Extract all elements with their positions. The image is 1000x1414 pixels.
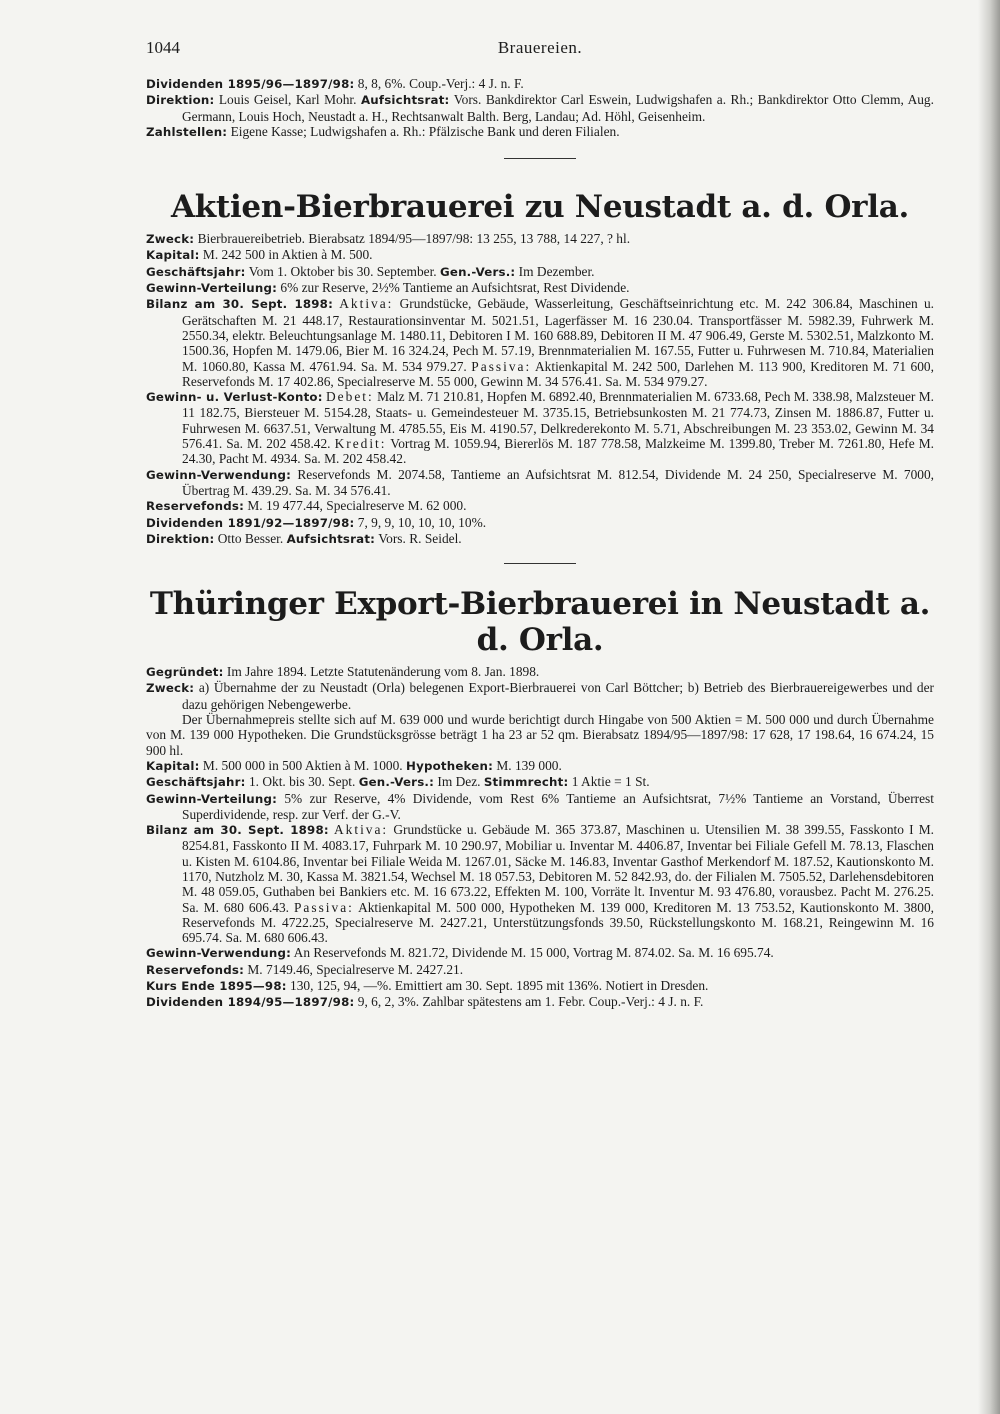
genvers-text: Im Dez. (434, 774, 484, 790)
section-title: Thüringer Export-Bierbrauerei in Neustadt a. d. Orla. (149, 586, 931, 659)
bilanz-aktiva-text: Grundstücke, Gebäude, Wasserleitung, Geschäftseinrichtung etc. M. 242 306.84, Maschinen u. Gerätschaften M. 21 448.17, Restaurationsinventar M. 5021.51, Lagerfässer M. 16 230.04. Transportfässer M. 5982.39, Fuhrwerk M. 2550.34, elektr. Beleuchtungsanlage M. 1480.11, Debitoren I M. 160 688.89, Debitoren II M. 47 906.49, Gerste M. 5302.51, Malzkonto M. 1500.36, Hopfen M. 1479.06, Bier M. 16 324.24, Pech M. 57.19, Brennmaterialien M. 167.55, Futter u. Fuhrwesen M. 710.84, Materialien M. 1060.80, Kassa M. 4761.94. Sa. M. 534 979.27. (182, 296, 935, 374)
stimmrecht-text: 1 Aktie = 1 St. (568, 774, 650, 790)
kapital-line (146, 758, 934, 774)
gegruendet-text: Im Jahre 1894. Letzte Statutenänderung vom 8. Jan. 1898. (223, 664, 540, 680)
gewinnverteilung-label: Gewinn-Verteilung: (146, 791, 278, 806)
stimmrecht-label: Stimmrecht: (483, 775, 569, 790)
dividenden-text: 9, 6, 2, 3%. Zahlbar spätestens am 1. Febr. Coup.-Verj.: 4 J. n. F. (354, 994, 704, 1010)
zahlstellen-text: Eigene Kasse; Ludwigshafen a. Rh.: Pfälzische Bank und deren Filialen. (227, 123, 620, 139)
section-separator (504, 158, 576, 159)
gewinnverteilung-line (146, 280, 934, 296)
reservefonds-label: Reservefonds: (146, 962, 245, 977)
zweck-line (146, 231, 934, 247)
guv-debet-text: Malz M. 71 210.81, Hopfen M. 6892.40, Brennmaterialien M. 6733.68, Pech M. 338.98, Malzsteuer M. 11 182.75, Biersteuer M. 5154.28, Staats- u. Gemeindesteuer M. 3735.15, Betriebsunkosten M. 21 774.73, Zinsen M. 1886.87, Futter u. Fuhrwesen M. 6637.51, Verwaltung M. 4785.55, Eis M. 4190.57, Delkrederekonto M. 5.71, Abschreibungen M. 23 353.02, Gewinn M. 34 576.41. Sa. M. 202 458.42. (182, 389, 934, 452)
gewinnverteilung-line (146, 791, 934, 823)
aufsichtsrat-text: Vors. Bankdirektor Carl Eswein, Ludwigshafen a. Rh.; Bankdirektor Otto Clemm, Aug. Germann, Louis Hoch, Neustadt a. H., Rechtsanwalt Balth. Berg, Landau; Ad. Höhl, Geisenheim. (182, 92, 934, 124)
bilanz-label: Bilanz am 30. Sept. 1898: (146, 823, 329, 838)
aktiva-word: Aktiva: (339, 296, 394, 312)
geschaeftsjahr-line (146, 774, 934, 790)
kapital-text: M. 500 000 in 500 Aktien à M. 1000. (199, 757, 406, 773)
dividenden-text: 8, 8, 6%. Coup.-Verj.: 4 J. n. F. (354, 76, 524, 91)
direktion-line (146, 92, 934, 124)
page-header (146, 38, 934, 66)
gegruendet-label: Gegründet: (146, 665, 224, 680)
geschaeftsjahr-line (146, 264, 934, 280)
direktion-label: Direktion: (146, 93, 215, 108)
genvers-text: Im Dezember. (515, 263, 595, 279)
dividenden-line (146, 515, 934, 531)
kapital-label: Kapital: (146, 758, 200, 773)
geschaeftsjahr-text: Vom 1. Oktober bis 30. September. (245, 263, 440, 279)
gewinnverteilung-label: Gewinn-Verteilung: (146, 281, 278, 296)
bilanz-paragraph (146, 296, 934, 389)
kredit-word: Kredit: (334, 436, 387, 452)
bilanz-passiva-text: Aktienkapital M. 242 500, Darlehen M. 113 900, Kreditoren M. 71 600, Reservefonds M. 17 402.86, Specialreserve M. 55 000, Gewinn M. 34 576.41. Sa. M. 534 979.27. (182, 358, 934, 389)
passiva-word: Passiva: (293, 899, 354, 915)
dividenden-label: Dividenden 1891/92—1897/98: (146, 515, 355, 530)
bilanz-aktiva-text: Grundstücke u. Gebäude M. 365 373.87, Maschinen u. Utensilien M. 38 399.55, Fasskonto I M. 8254.81, Fasskonto II M. 4083.17, Fuhrpark M. 10 290.97, Mobiliar u. Inventar M. 4406.87, Inventar bei Filiale Gefell M. 78.13, Flaschen u. Kisten M. 6104.86, Inventar bei Filiale Weida M. 1267.01, Säcke M. 146.83, Inventar Gasthof Merkendorf M. 187.52, Kautionskonto M. 1170, Nutzholz M. 30, Kassa M. 3821.54, Wechsel M. 18 057.53, Debitoren M. 52 842.93, do. der Filialen M. 7505.52, Darlehensdebitoren M. 48 059.05, Guthaben bei Bankiers etc. M. 16 673.22, Effekten M. 100, Vorräte lt. Inventur M. 93 476.80, vorausbez. Pacht M. 276.25. Sa. M. 680 606.43. (182, 822, 934, 915)
guv-label: Gewinn- u. Verlust-Konto: (146, 390, 323, 405)
direktion-text: Louis Geisel, Karl Mohr. (214, 92, 361, 108)
kapital-line (146, 247, 934, 263)
bilanz-paragraph (146, 822, 934, 945)
passiva-word: Passiva: (471, 358, 532, 374)
reservefonds-line (146, 962, 934, 978)
gewinnverwendung-text: Reservefonds M. 2074.58, Tantieme an Aufsichtsrat M. 812.54, Dividende M. 24 250, Specialreserve M. 7000, Übertrag M. 439.29. Sa. M. 34 576.41. (182, 466, 934, 498)
section-title: Aktien-Bierbrauerei zu Neustadt a. d. Orla. (171, 189, 909, 226)
genvers-label: Gen.-Vers.: (358, 775, 435, 790)
reservefonds-text: M. 7149.46, Specialreserve M. 2427.21. (244, 961, 464, 977)
bilanz-label: Bilanz am 30. Sept. 1898: (146, 297, 333, 312)
guv-paragraph (146, 389, 934, 466)
zweck-label: Zweck: (146, 681, 195, 696)
direktion-text: Otto Besser. (214, 530, 287, 546)
geschaeftsjahr-text: 1. Okt. bis 30. Sept. (245, 774, 359, 790)
gewinnverwendung-line (146, 467, 934, 499)
gegruendet-line (146, 664, 934, 680)
aufsichtsrat-label: Aufsichtsrat: (360, 93, 450, 108)
aktiva-word: Aktiva: (333, 822, 389, 838)
hypotheken-label: Hypotheken: (406, 758, 493, 773)
gewinnverwendung-label: Gewinn-Verwendung: (146, 946, 292, 961)
page-number: 1044 (146, 38, 180, 57)
zweck-paragraph: Der Übernahmepreis stellte sich auf M. 639 000 und wurde berichtigt durch Hingabe von 500 Aktien = M. 500 000 und durch Übernahme von M. 139 000 Hypotheken. Die Grundstücksgrösse beträgt 1 ha 23 ar 52 qm. Bierabsatz 1894/95—1897/98: 17 628, 17 198.64, 16 674.24, 15 900 hl. (146, 712, 934, 758)
gewinnverwendung-line (146, 945, 934, 961)
reservefonds-text: M. 19 477.44, Specialreserve M. 62 000. (244, 498, 467, 514)
zahlstellen-line (146, 124, 934, 140)
dividenden-line (146, 76, 934, 92)
zweck-label: Zweck: (146, 232, 195, 247)
genvers-label: Gen.-Vers.: (440, 264, 516, 279)
aufsichtsrat-text: Vors. R. Seidel. (375, 530, 462, 546)
kurs-line (146, 978, 934, 994)
geschaeftsjahr-label: Geschäftsjahr: (146, 775, 246, 790)
hypotheken-text: M. 139 000. (493, 757, 562, 773)
section-separator (504, 563, 576, 564)
debet-word: Debet: (326, 389, 374, 405)
guv-kredit-text: Vortrag M. 1059.94, Biererlös M. 187 778.58, Malzkeime M. 1399.80, Treber M. 7261.80, Hefe M. 24.30, Pacht M. 4934. Sa. M. 202 458.42. (182, 436, 934, 467)
company-entry-thueringer-export (146, 664, 934, 1011)
page-edge-shadow (978, 0, 1000, 1414)
company-entry-aktien-bierbrauerei (146, 231, 934, 547)
kapital-label: Kapital: (146, 248, 200, 263)
running-title: Brauereien. (497, 38, 583, 57)
reservefonds-line (146, 498, 934, 514)
bilanz-passiva-text: Aktienkapital M. 500 000, Hypotheken M. 139 000, Kreditoren M. 13 753.52, Kautionskonto M. 3800, Reservefonds M. 4722.25, Specialreserve M. 2427.21, Unterstützungsfonds 39.50, Rückstellungskonto M. 168.21, Reingewinn M. 16 695.74. Sa. M. 680 606.43. (182, 899, 934, 946)
zahlstellen-label: Zahlstellen: (146, 124, 228, 139)
kurs-text: 130, 125, 94, —%. Emittiert am 30. Sept. 1895 mit 136%. Notiert in Dresden. (286, 978, 709, 994)
zweck-line (146, 680, 934, 712)
dividenden-text: 7, 9, 9, 10, 10, 10, 10%. (354, 514, 487, 530)
kapital-text: M. 242 500 in Aktien à M. 500. (199, 247, 373, 263)
direktion-label: Direktion: (146, 531, 215, 546)
gewinnverwendung-text: An Reservefonds M. 821.72, Dividende M. 15 000, Vortrag M. 874.02. Sa. M. 16 695.74. (291, 945, 774, 961)
document-page (146, 38, 934, 1011)
zweck-text: Bierbrauereibetrieb. Bierabsatz 1894/95—1897/98: 13 255, 13 788, 14 227, ? hl. (194, 231, 631, 247)
previous-entry-tail (146, 76, 934, 140)
dividenden-label: Dividenden 1895/96—1897/98: (146, 77, 355, 91)
dividenden-label: Dividenden 1894/95—1897/98: (146, 995, 355, 1010)
reservefonds-label: Reservefonds: (146, 499, 245, 514)
geschaeftsjahr-label: Geschäftsjahr: (146, 264, 246, 279)
gewinnverteilung-text: 6% zur Reserve, 2½% Tantieme an Aufsichtsrat, Rest Dividende. (277, 280, 630, 296)
gewinnverteilung-text: 5% zur Reserve, 4% Dividende, vom Rest 6% Tantieme an Aufsichtsrat, 7½% Tantieme an Vorstand, Überrest Superdividende, resp. zur Verf. der G.-V. (182, 790, 934, 822)
kurs-label: Kurs Ende 1895—98: (146, 979, 287, 994)
dividenden-line (146, 994, 934, 1010)
zweck-text: a) Übernahme der zu Neustadt (Orla) belegenen Export-Bierbrauerei von Carl Böttcher; b) Betrieb des Bierbrauereigewerbes und der dazu gehörigen Nebengewerbe. (182, 680, 934, 712)
direktion-line (146, 531, 934, 547)
aufsichtsrat-label: Aufsichtsrat: (286, 531, 376, 546)
gewinnverwendung-label: Gewinn-Verwendung: (146, 467, 292, 482)
